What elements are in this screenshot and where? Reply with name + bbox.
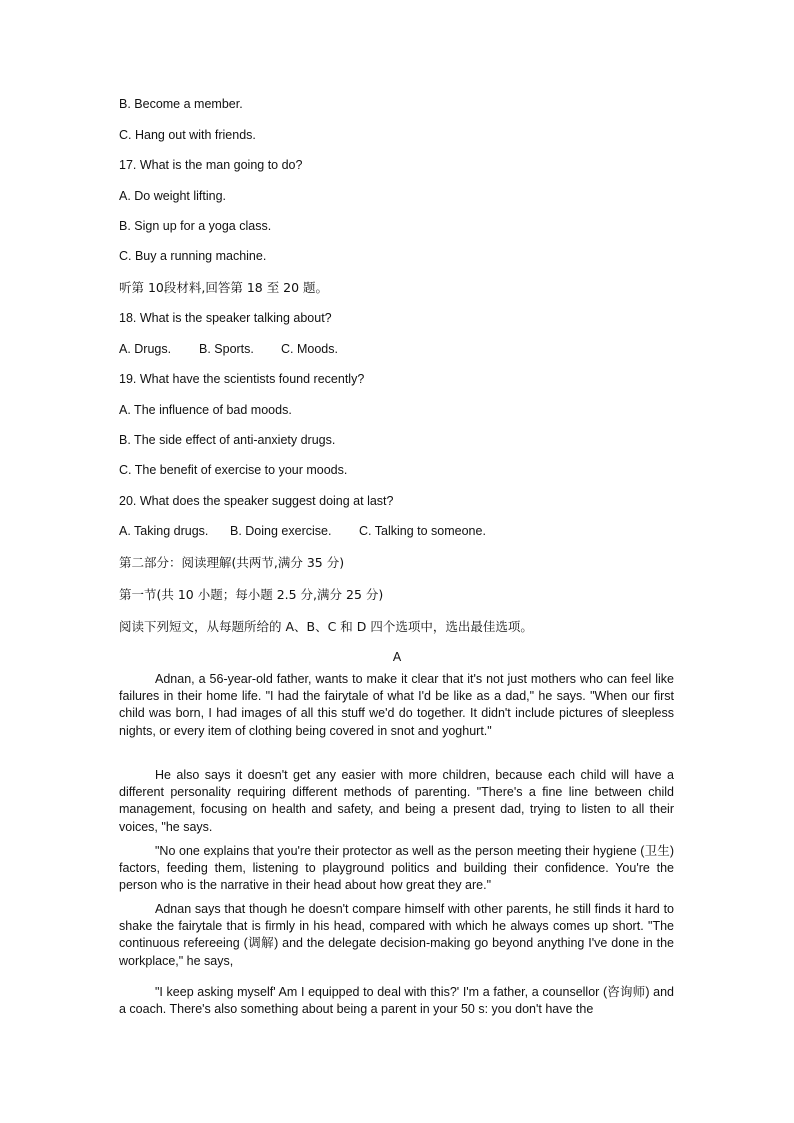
- passage-paragraph-2: He also says it doesn't get any easier with more children, because each child will have a different personality requiring different methods of parenting. "There's a fine line between child management, focusing on health and safety, and being a present dad, trying to listen to all their voices, "he says.: [119, 768, 674, 834]
- question-17: 17. What is the man going to do?: [119, 158, 303, 172]
- passage-title: A: [392, 650, 402, 664]
- option-19b: B. The side effect of anti-anxiety drugs.: [119, 433, 336, 447]
- option-19a: A. The influence of bad moods.: [119, 403, 292, 417]
- option-17b: B. Sign up for a yoga class.: [119, 219, 272, 233]
- section-one-heading: 第一节(共 10 小题；每小题 2.5 分,满分 25 分): [119, 587, 384, 602]
- part-two-heading: 第二部分：阅读理解(共两节,满分 35 分): [119, 555, 345, 570]
- option-20a: A. Taking drugs.: [119, 524, 209, 538]
- option-17a: A. Do weight lifting.: [119, 189, 226, 203]
- option-16c: C. Hang out with friends.: [119, 128, 256, 142]
- listening-instruction: 听第 10段材料,回答第 18 至 20 题。: [119, 280, 329, 295]
- passage-paragraph-1: Adnan, a 56-year-old father, wants to make it clear that it's not just mothers who can feel like failures in their home life. "I had the fairytale of what I'd be like as a dad," he says. "When our first child was born, I had images of all this stuff we'd do together. It didn't include pictures of sleepless nights, or every item of clothing being covered in snot and yoghurt.": [119, 672, 674, 738]
- option-19c: C. The benefit of exercise to your moods.: [119, 463, 348, 477]
- option-20c: C. Talking to someone.: [359, 524, 486, 538]
- option-18b: B. Sports.: [199, 342, 254, 356]
- question-19: 19. What have the scientists found recently?: [119, 372, 365, 386]
- question-18: 18. What is the speaker talking about?: [119, 311, 332, 325]
- option-20b: B. Doing exercise.: [230, 524, 332, 538]
- option-18c: C. Moods.: [281, 342, 338, 356]
- option-17c: C. Buy a running machine.: [119, 249, 267, 263]
- options-20: [119, 523, 486, 539]
- option-18a: A. Drugs.: [119, 342, 172, 356]
- passage-paragraph-5: "I keep asking myself' Am I equipped to deal with this?' I'm a father, a counsellor (咨询师) and a coach. There's also something about being a parent in your 50 s: you don't have the: [119, 985, 674, 1017]
- reading-instruction: 阅读下列短文，从每题所给的 A、B、C 和 D 四个选项中，选出最佳选项。: [119, 619, 533, 634]
- passage-paragraph-3: "No one explains that you're their protector as well as the person meeting their hygiene (卫生) factors, feeding them, listening to playground politics and building their confidence. You're the person who is the narrative in their head about how great they are.": [119, 844, 674, 893]
- option-16b: B. Become a member.: [119, 97, 243, 111]
- options-18: [119, 341, 338, 357]
- passage-paragraph-4: Adnan says that though he doesn't compare himself with other parents, he still finds it hard to shake the fairytale that is firmly in his head, compared with which he always comes up short. "The continuous refereeing (调解) and the delegate decision-making go beyond anything I've done in the workplace," he says,: [119, 902, 674, 968]
- question-20: 20. What does the speaker suggest doing at last?: [119, 494, 394, 508]
